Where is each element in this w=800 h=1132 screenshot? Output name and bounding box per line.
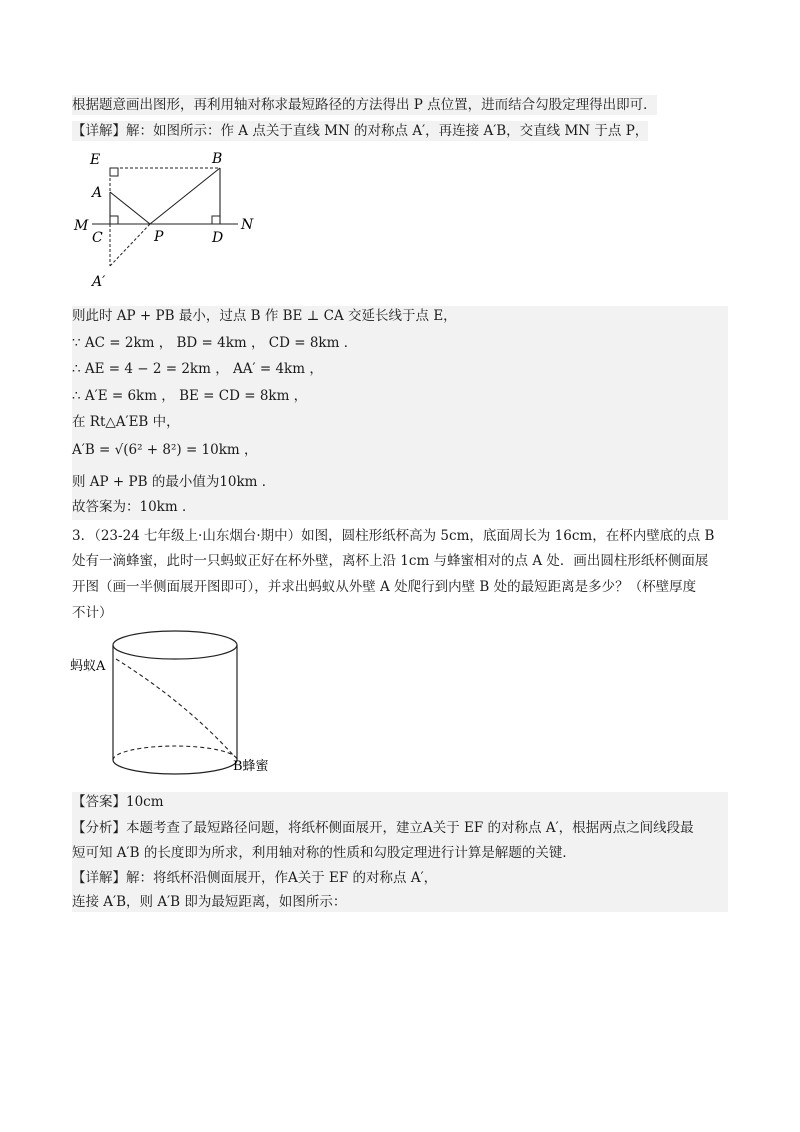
text-line: ∴ AE = 4 − 2 = 2km ， AA′ = 4km ， [72, 361, 323, 377]
text-line: 【详解】解：如图所示：作 A 点关于直线 MN 的对称点 A′，再连接 A′B，交直线 MN 于点 P， [72, 123, 649, 139]
problem-line: 开图（画一半侧面展开图即可），并求出蚂蚁从外壁 A 处爬行到内壁 B 处的最短距离是多少？（杯壁厚度 [72, 579, 697, 595]
label-A-prime: A′ [92, 274, 106, 290]
problem-line: 不计） [72, 605, 113, 621]
label-A: A [92, 185, 103, 201]
text-line: A′B = √(6² + 8²) = 10km ， [72, 442, 258, 458]
label-C: C [92, 230, 103, 246]
label-B: B [212, 151, 223, 167]
text-line: 根据题意画出图形，再利用轴对称求最短路径的方法得出 P 点位置，进而结合勾股定理得出即可． [72, 97, 657, 113]
analysis-line: 短可知 A′B 的长度即为所求，利用轴对称的性质和勾股定理进行计算是解题的关键． [72, 845, 576, 861]
figure-shortest-path-river [70, 148, 270, 293]
analysis-line: 【分析】本题考查了最短路径问题，将纸杯侧面展开，建立A关于 EF 的对称点 A′，根据两点之间线段最 [72, 820, 694, 836]
label-D: D [212, 230, 224, 246]
text-line: ∴ A′E = 6km ， BE = CD = 8km ， [72, 388, 308, 404]
text-line: ∵ AC = 2km ， BD = 4km ， CD = 8km ． [72, 335, 358, 351]
detail-line: 连接 A′B，则 A′B 即为最短距离，如图所示： [72, 894, 347, 910]
label-P: P [154, 229, 164, 245]
label-honey-B: B蜂蜜 [233, 759, 269, 774]
text-line: 则 AP + PB 的最小值为10km ． [72, 474, 276, 490]
label-N: N [241, 217, 254, 233]
text-line: 则此时 AP + PB 最小，过点 B 作 BE ⊥ CA 交延长线于点 E， [72, 308, 457, 324]
problem-line: 3．（23-24 七年级上·山东烟台·期中）如图，圆柱形纸杯高为 5cm，底面周长为 16cm，在杯内壁底的点 B [72, 528, 715, 544]
figure-cylinder-cup [70, 622, 300, 787]
label-ant-A: 蚂蚁A [70, 659, 106, 674]
label-E: E [90, 152, 101, 168]
problem-line: 处有一滴蜂蜜，此时一只蚂蚁正好在杯外壁，离杯上沿 1cm 与蜂蜜相对的点 A 处．画出圆柱形纸杯侧面展 [72, 553, 709, 569]
answer-line: 【答案】10cm [72, 794, 164, 810]
detail-line: 【详解】解：将纸杯沿侧面展开，作A关于 EF 的对称点 A′， [72, 870, 438, 886]
text-line: 在 Rt△A′EB 中， [72, 414, 180, 430]
label-M: M [74, 218, 89, 234]
text-line: 故答案为：10km ． [72, 499, 196, 515]
